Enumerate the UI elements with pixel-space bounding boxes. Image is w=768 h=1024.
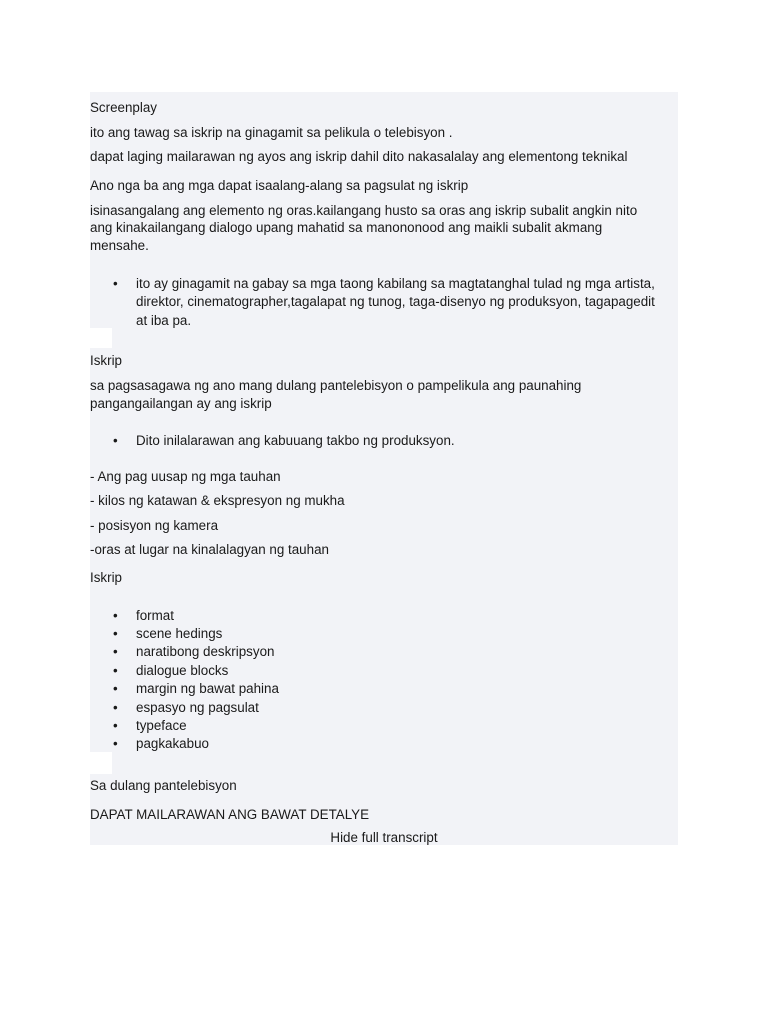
list-item: espasyo ng pagsulat	[136, 700, 259, 715]
bullet-marker: •	[113, 663, 118, 678]
bullet-item-line: ito ay ginagamit na gabay sa mga taong kabilang sa magtatanghal tulad ng mga artista,	[136, 276, 655, 291]
bullet-item-line: direktor, cinematographer,tagalapat ng tunog, taga-disenyo ng produksyon, tagapagedit	[136, 294, 655, 309]
paragraph-line: ang kinakailangang dialogo upang mahatid sa manononood ang maikli subalit akmang	[90, 220, 603, 235]
list-item: margin ng bawat pahina	[136, 681, 279, 696]
paragraph-line: sa pagsasagawa ng ano mang dulang pantelebisyon o pampelikula ang paunahing	[90, 378, 582, 393]
bullet-item-line: at iba pa.	[136, 313, 192, 328]
panel-notch	[90, 752, 112, 774]
bullet-marker: •	[113, 644, 118, 659]
dash-line: - posisyon ng kamera	[90, 518, 219, 533]
paragraph-line: pangangailangan ay ang iskrip	[90, 396, 272, 411]
bullet-marker: •	[113, 700, 118, 715]
list-item: naratibong deskripsyon	[136, 644, 275, 659]
paragraph: Sa dulang pantelebisyon	[90, 778, 237, 793]
heading-screenplay: Screenplay	[90, 100, 157, 115]
list-item: dialogue blocks	[136, 663, 229, 678]
list-item: scene hedings	[136, 626, 223, 641]
paragraph-line: mensahe.	[90, 238, 149, 253]
bullet-item: Dito inilalarawan ang kabuuang takbo ng produksyon.	[136, 433, 455, 448]
heading-iskrip: Iskrip	[90, 570, 122, 585]
hide-transcript-link[interactable]: Hide full transcript	[330, 830, 438, 845]
bullet-marker: •	[113, 718, 118, 733]
heading-iskrip: Iskrip	[90, 353, 122, 368]
bullet-marker: •	[113, 736, 118, 751]
panel-notch	[90, 328, 112, 348]
list-item: format	[136, 608, 174, 623]
paragraph: Ano nga ba ang mga dapat isaalang-alang sa pagsulat ng iskrip	[90, 178, 469, 193]
paragraph: dapat laging mailarawan ng ayos ang iskrip dahil dito nakasalalay ang elementong teknikal	[90, 149, 628, 164]
bullet-marker: •	[113, 681, 118, 696]
dash-line: - kilos ng katawan & ekspresyon ng mukha	[90, 493, 345, 508]
bullet-marker: •	[113, 626, 118, 641]
bullet-marker: •	[113, 276, 118, 291]
paragraph-line: isinasangalang ang elemento ng oras.kailangang husto sa oras ang iskrip subalit angkin nito	[90, 203, 638, 218]
dash-line: -oras at lugar na kinalalagyan ng tauhan	[90, 542, 329, 557]
bullet-marker: •	[113, 608, 118, 623]
list-item: typeface	[136, 718, 187, 733]
paragraph: DAPAT MAILARAWAN ANG BAWAT DETALYE	[90, 807, 370, 822]
paragraph: ito ang tawag sa iskrip na ginagamit sa pelikula o telebisyon .	[90, 125, 453, 140]
list-item: pagkakabuo	[136, 736, 209, 751]
bullet-marker: •	[113, 433, 118, 448]
dash-line: - Ang pag uusap ng mga tauhan	[90, 469, 281, 484]
